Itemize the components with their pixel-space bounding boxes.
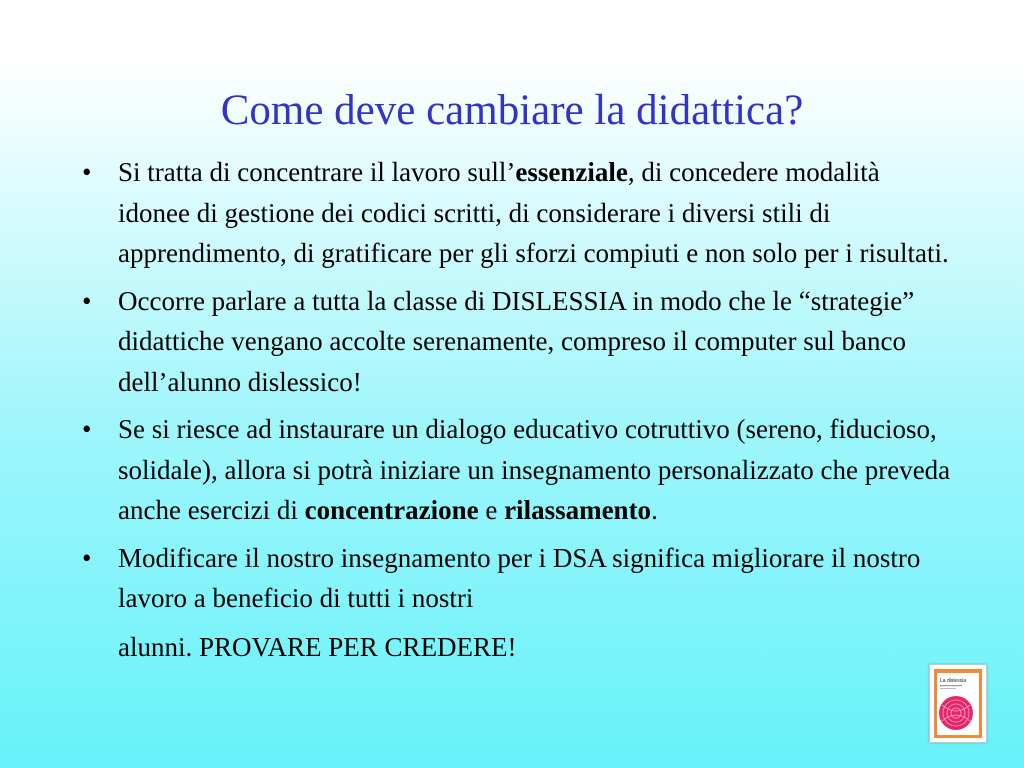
bullet-text: Si tratta di concentrare il lavoro sull’	[118, 157, 516, 187]
bullet-dot-icon: •	[82, 157, 92, 187]
bullet-item-3	[82, 409, 952, 531]
bullet-bold-text: concentrazione	[304, 495, 479, 525]
slide-title: Come deve cambiare la didattica?	[220, 87, 804, 134]
bullet-text: e	[478, 495, 505, 525]
book-cover-title: La dislessia	[940, 678, 967, 684]
bullet-list	[82, 152, 952, 667]
bullet-bold-text: essenziale	[515, 157, 628, 187]
bullet-dot-icon: •	[82, 285, 92, 316]
bullet-item-4	[82, 538, 952, 668]
bullet-text: , di concedere modalità idonee di gestione dei codici scritti, di considerare i diversi stili di apprendimento, di gratificare per gli sforzi compiuti e non solo per i risultati.	[118, 157, 949, 268]
bullet-dot-icon: •	[82, 542, 92, 573]
bullet-item-1	[82, 152, 952, 274]
bullet-bold-text: rilassamento	[504, 495, 652, 525]
bullet-text: Modificare il nostro insegnamento per i DSA significa migliorare il nostro lavoro a beneficio di tutti i nostri	[118, 542, 921, 613]
bullet-text: .	[651, 495, 658, 525]
book-cover-image	[929, 664, 987, 743]
bullet-text: Occorre parlare a tutta la classe di DISLESSIA in modo che le “strategie” didattiche vengano accolte serenamente, compreso il computer sul banco dell’alunno dislessico!	[118, 285, 915, 397]
bullet-dot-icon: •	[82, 414, 92, 444]
book-cover-art	[930, 665, 986, 742]
bullet-text: Se si riesce ad instaurare un dialogo educativo cotruttivo (sereno, fiducioso, solidale), allora si potrà iniziare un insegnamento personalizzato che preveda anche esercizi di	[118, 414, 951, 525]
bullet-item-2	[82, 281, 952, 403]
bullet-text-closing: alunni. PROVARE PER CREDERE!	[118, 631, 517, 662]
